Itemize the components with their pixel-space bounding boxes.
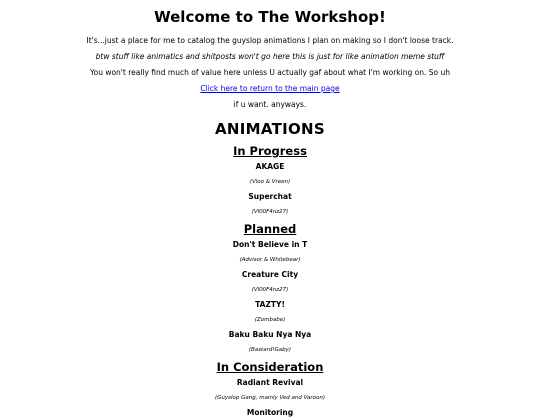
animation-credit: (Vl00F4nz27): [251, 209, 289, 215]
animation-title: AKAGE: [255, 162, 285, 171]
group-heading-in-consideration: In Consideration: [216, 360, 324, 374]
group-heading-in-progress: In Progress: [233, 144, 307, 158]
animation-title: Monitoring: [246, 408, 294, 417]
intro-link-line: [0, 84, 540, 94]
intro-line-4: if u want. anyways.: [233, 100, 307, 109]
group-heading-planned: Planned: [243, 222, 297, 236]
animation-title: Radiant Revival: [236, 378, 304, 387]
animation-title: Don't Believe in T: [232, 240, 308, 249]
animation-title: Superchat: [248, 192, 292, 201]
intro-line-1: It's...just a place for me to catalog the guyslop animations I plan on making so I don't loose track.: [86, 36, 454, 45]
animation-credit: (Vloo & Vreen): [249, 179, 291, 185]
animation-title: TAZTY!: [255, 300, 285, 309]
animation-credit: (Vl00F4nz27): [251, 287, 289, 293]
intro-line-2: btw stuff like animatics and shitposts won't go here this is just for like animation meme stuff: [95, 52, 445, 61]
animation-credit: (Bastard!Gaby): [248, 347, 292, 353]
page-title: Welcome to The Workshop!: [154, 8, 386, 26]
animation-credit: (Advisor & Whitebear): [239, 257, 301, 263]
animation-credit: (Guyslop Gang, mainly Ved and Varoon): [214, 395, 326, 401]
animation-title: Baku Baku Nya Nya: [228, 330, 312, 339]
animation-title: Creature City: [241, 270, 299, 279]
animation-credit: (Zombabe): [254, 317, 286, 323]
intro-line-3: You won't really find much of value here unless U actually gaf about what I'm working on. So uh: [90, 68, 450, 77]
main-page-link[interactable]: Click here to return to the main page: [200, 84, 340, 93]
intro: [0, 36, 540, 110]
section-title-animations: ANIMATIONS: [214, 120, 326, 138]
